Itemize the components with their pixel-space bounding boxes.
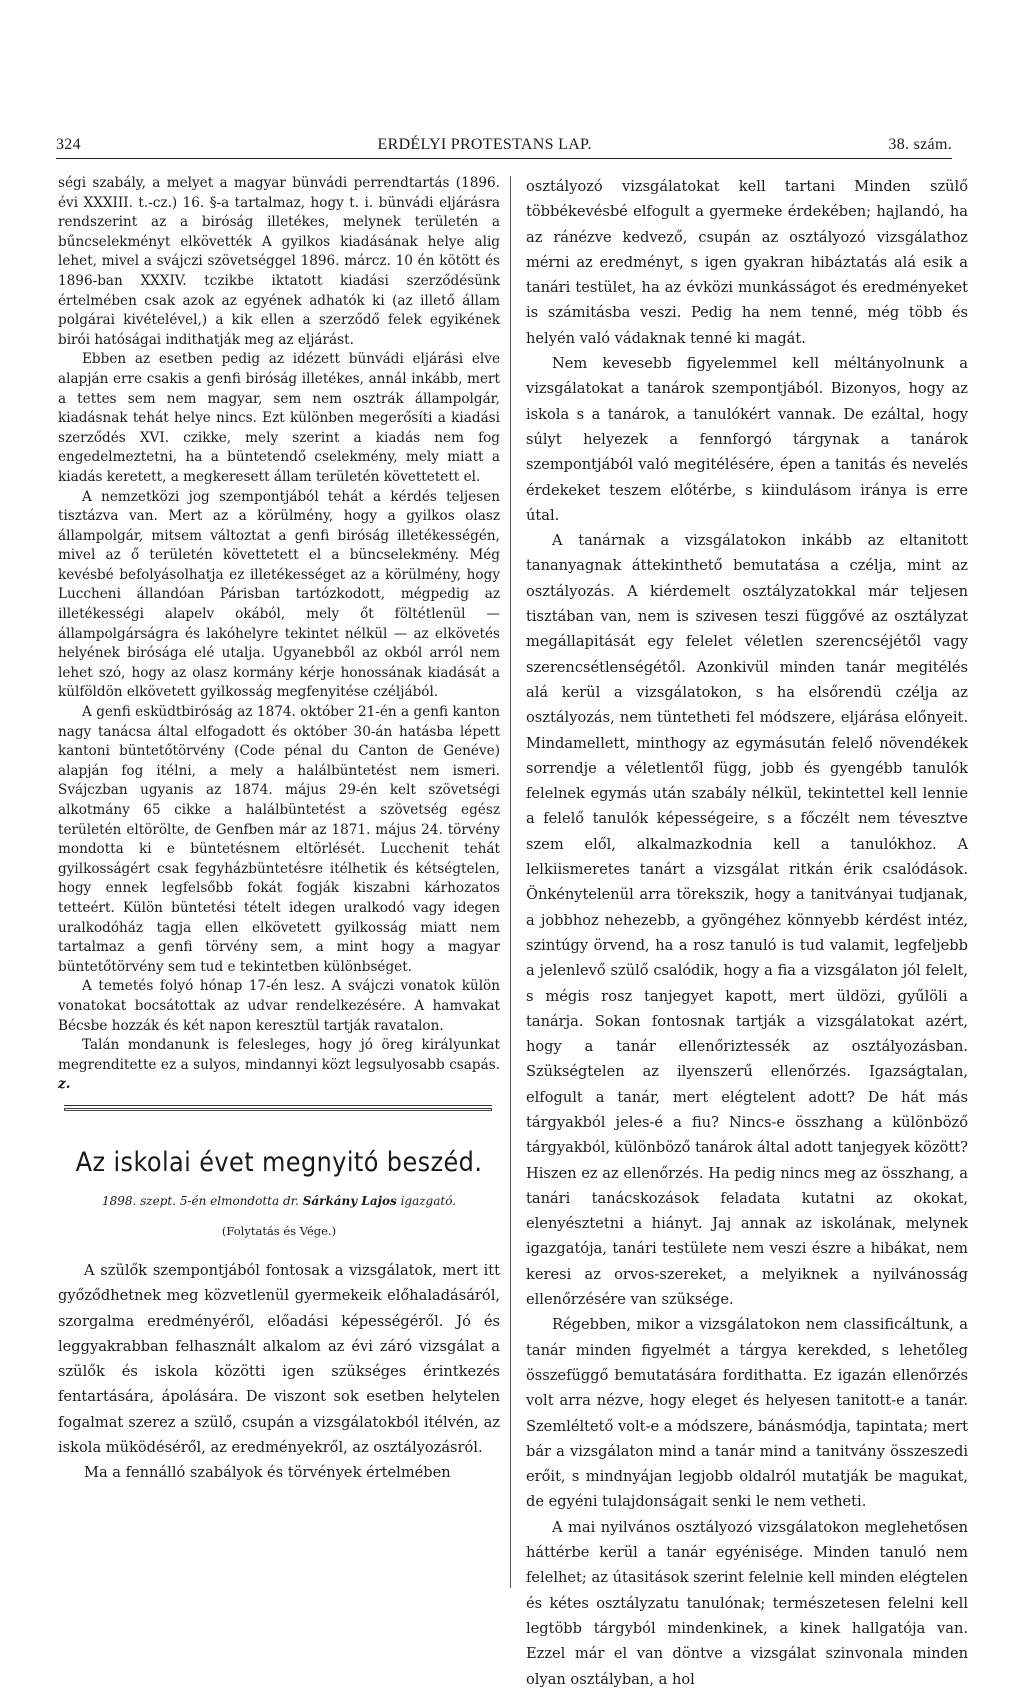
news-article: [58, 174, 500, 1095]
paragraph: A genfi esküdtbiróság az 1874. október 21-én a genfi kanton nagy tanácsa által elfogadott és október 30-án hatásba lépett kantoni büntetőtörvény (Code pénal du Canton de Genéve) alapján fog itélni, a mely a halálbüntetést nem ismeri. Svájczban ugyanis az 1874. május 29-én kelt szövetségi alkotmány 65 cikke a halálbüntetést a szövetség egész területén eltörölte, de Genfben már az 1871. május 24. törvény mondotta ki e büntetésnem eltörlését. Lucchenit tehát gyilkosságért csak fegyházbüntetésre itélhetik és kétségtelen, hogy ennek legfelsőbb fokát fogják kiszabni kárhozatos tetteért. Külön büntetési tételt idegen uralkodó vagy idegen uralkodóház tagja ellen elkövetett gyilkosság miatt nem tartalmaz a genfi törvény sem, a mint hogy a magyar büntetőtörvény sem tud e tekintetben különbséget.: [58, 704, 500, 975]
byline-suffix: igazgató.: [400, 1193, 457, 1208]
byline-prefix: 1898. szept. 5-én elmondotta dr.: [101, 1193, 299, 1208]
journal-title: ERDÉLYI PROTESTANS LAP.: [377, 136, 592, 153]
paragraph: A nemzetközi jog szempontjából tehát a kérdés teljesen tisztázva van. Mert az a körülmény, hogy a gyilkos olasz állampolgár, mitsem változtat a genfi biróság illetékességén, mivel az ő területén követtetett el a büncselekmény. Még kevésbé befolyásolhatja ez illetékességet az a körülmény, hogy Luccheni állandóan Párisban tartózkodott, mégpedig az illetékességi alapelv okából, mely őt föltétlenül — állampolgárságra és lakóhelyre tekintet nélkül — az elkövetés helyének birósága elé utalja. Ugyanebből az okból arról nem lehet szó, hogy az olasz kormány kérje honossának kiadását a külföldön elkövetett gyilkosság megfenyitése czéljából.: [58, 488, 500, 701]
article-title: Az iskolai évet megnyitó beszéd.: [75, 1146, 483, 1178]
paragraph: Régebben, mikor a vizsgálatokon nem classificáltunk, a tanár minden figyelmét a tárgya kerekded, s lehetőleg összefüggő bemutatására fordithatta. Ez igazán ellenőrzés volt arra nézve, hogy eleget és helyesen tanitott-e a tanár. Szemléltető volt-e a módszere, bánásmódja, tapintata; mert bár a vizsgálaton mind a tanár mind a tanitvány összeszedi erőit, s mindnyájan legjobb oldalról mutatják be magukat, de egyéni tulajdonságait senki le nem vetheti.: [526, 1316, 968, 1511]
paragraph: ségi szabály, a melyet a magyar bünvádi perrendtartás (1896. évi XXXIII. t.-cz.) 16. §-a tartalmaz, hogy t. i. bünvádi eljárásra rendszerint az a biróság illetékes, melynek területén a bűncselekményt elkövették A gyilkos kiadásának helye alig lehet, mivel a svájczi szövetséggel 1896. márcz. 10 én kötött és 1896-ban XXXIV. tczikbe iktatott kiadási szerződésünk értelmében csak azok az egyének adhatók ki (az illető állam polgárai kivételével,) a kik ellen a szerződő felek egyikének birói hatóságai indithatják meg az eljárást.: [58, 175, 500, 348]
header-rule: [56, 158, 952, 159]
paragraph: Ebben az esetben pedig az idézett bünvádi eljárási elve alapján erre csakis a genfi biróság illetékes, annál inkább, mert a tettes sem nem magyar, sem nem osztrák állampolgár, kiadásnak tehát helye nincs. Ezt különben megerősíti a kiadási szerződés XVI. czikke, mely szerint a kiadás nem fog engedelmeztetni, ha a büntetendő cselekmény, mely miatt a kiadás keretett, a megkeresett állam területén követtetett el.: [58, 351, 500, 485]
column-divider: [510, 176, 511, 1588]
closing-paragraph: [58, 1036, 500, 1095]
page-number: 324: [56, 136, 81, 153]
speech-text-start: [58, 1258, 500, 1486]
signature: z.: [58, 1076, 71, 1093]
section-separator: [64, 1105, 492, 1108]
page-header: [56, 132, 952, 154]
right-column: [526, 174, 968, 1692]
paragraph: A mai nyilvános osztályozó vizsgálatokon meglehetősen háttérbe kerül a tanár egyénisége. Minden tanuló nem felelhet; az útasitások szerint felelnie kell minden elégtelen és kétes osztályzatu tanulónak; természetesen felelni kell legtöbb tárgyból mindenkinek, a kinek hallgatója van. Ezzel már el van döntve a vizsgálat szinvonala minden olyan osztályban, a hol: [526, 1518, 968, 1688]
paragraph: A tanárnak a vizsgálatokon inkább az eltanitott tananyagnak áttekinthető bemutatása a czélja, mint az osztályozás. A kiérdemelt osztályzatokkal már teljesen tisztában van, nem is szivesen teszi függővé az osztályzat megállapitását egy felelet véletlen szerencséjétől vagy szerencsétlenségétől. Azonkivül minden tanár megitélés alá kerül a vizsgálatokon, s ha elsőrendü czélja az osztályozás, nem tüntetheti fel módszere, eljárása előnyeit. Mindamellett, minthogy az egymásután felelő növendékek sorrendje a véletlentől függ, jobb és gyengébb tanulók felelnek egymás után szabály nélkül, tekintettel kell lennie a felelő tanulók képességeire, s a főczélt nem tévesztve szem elől, alkalmazkodnia kell a tanulókhoz. A lelkiismeretes tanárt a vizsgálat ritkán érik csalódások. Önkénytelenül arra törekszik, hogy a tanitványai tudjanak, a jobbhoz nehezebb, a gyöngéhez könnyebb kérdést intéz, szintúgy örvend, ha a rosz tanuló is tud valamit, legfeljebb a jelenlevő szülő csalódik, hogy a fia a vizsgálaton jól felelt, s mégis rosz tanjegyet kapott, mert üldözi, gyűlöli a tanárja. Sokan fontosnak tartják a vizsgálatokat azért, hogy a tanár ellenőriztessék az osztályozásban. Szükségtelen az ilyenszerű ellenőrzés. Igazságtalan, elfogult a tanár, mert elégtelent adott? De hát más tárgyakból jeles-é a fiu? Nincs-e összhang a különböző tárgyakból, különböző tanárok által adott tanjegyek között? Hiszen ez az ellenőrzés. Ha pedig nincs meg az összhang, a tanári tanácskozások feladata kutatni az okokat, elenyésztetni a hiányt. Jaj annak az iskolának, melynek igazgatója, tanári testülete nem veszi észre a hibákat, nem keresi az orvos-szereket, a melyiknek a nyilvánosság ellenőrzésére van szüksége.: [526, 532, 968, 1309]
paragraph: Nem kevesebb figyelemmel kell méltányolnunk a vizsgálatokat a tanárok szempontjából. Bizonyos, hogy az iskola s a tanárok, a tanulókért vannak. De ezáltal, hogy súlyt helyezek a fennforgó tárgynak a tanárok szempontjából való megitélésére, épen a tanitás és nevelés érdekeket teszem előtérbe, s kiindulásom iránya is erre útal.: [526, 355, 968, 524]
issue-number: 38. szám.: [888, 136, 952, 153]
paragraph: A szülők szempontjából fontosak a vizsgálatok, mert itt győződhetnek meg közvetlenül gyermekeik előhaladásáról, szorgalma eredményéről, előadási képességéről. Jó és leggyakrabban felhasznált alkalom az évi záró vizsgálat a szülők és iskola közötti igen szükséges érintkezés fentartására, ápolására. De viszont sok esetben helytelen fogalmat szerez a szülő, csupán a vizsgálatokból itélvén, az iskola müködéséről, az eredményekről, az osztályozásról.: [58, 1261, 500, 1456]
paragraph: osztályozó vizsgálatokat kell tartani Minden szülő többékevésbé elfogult a gyermeke érdekében; hajlandó, ha az ránézve kedvező, csupán az osztályozó vizsgálathoz mérni az eredményt, s igen gyakran hibáztatás alá esik a tanári testület, ha az évközi munkásságot és eredményeket is számitásba veszi. Pedig ha nem tenné, még több és helyén való vádaknak tenné ki magát.: [526, 178, 968, 347]
paragraph: Ma a fennálló szabályok és törvények értelmében: [84, 1464, 451, 1482]
byline: [58, 1194, 500, 1208]
paragraph: A temetés folyó hónap 17-én lesz. A svájczi vonatok külön vonatokat bocsátottak az udvar rendelkezésére. A hamvakat Bécsbe hozzák és két napon keresztül tartják ravatalon.: [58, 978, 500, 1034]
left-column: [58, 174, 500, 1486]
closing-text: Talán mondanunk is felesleges, hogy jó öreg királyunkat megrenditette ez a sulyos, mindannyi közt legsulyosabb csapás.: [58, 1037, 500, 1073]
author-name: Sárkány Lajos: [302, 1193, 397, 1208]
continuation-note: (Folytatás és Vége.): [221, 1223, 337, 1238]
